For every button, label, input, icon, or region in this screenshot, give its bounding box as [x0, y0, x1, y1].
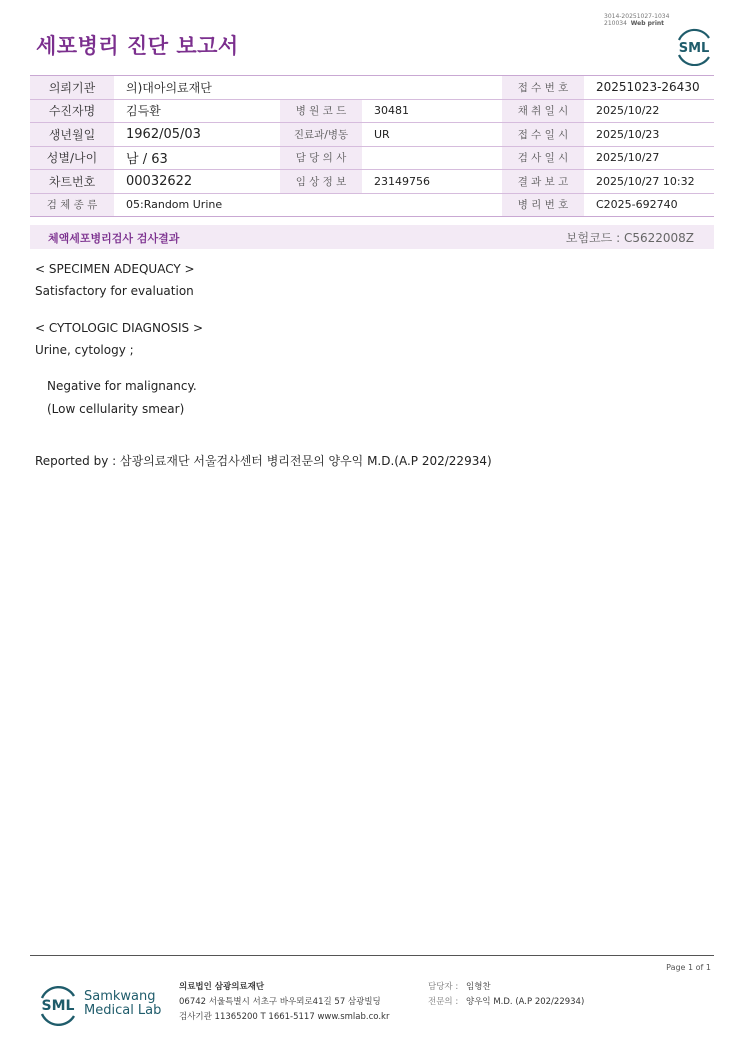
specialist-name: 양우익 M.D. (A.P 202/22934)	[466, 997, 585, 1007]
label-receipt-date: 접 수 일 시	[502, 123, 584, 147]
label-chart-no: 차트번호	[30, 170, 114, 194]
value-hospital-code: 30481	[362, 99, 502, 123]
patient-info-table	[30, 75, 714, 217]
diagnosis-line-1: Negative for malignancy.	[47, 379, 197, 393]
value-chart-no: 00032622	[114, 170, 280, 194]
label-clinical-info: 임 상 정 보	[280, 170, 362, 194]
web-print-label: Web print	[630, 20, 665, 27]
label-physician: 담 당 의 사	[280, 146, 362, 170]
diagnosis-heading: < CYTOLOGIC DIAGNOSIS >	[35, 321, 204, 335]
brand-name	[84, 990, 161, 1018]
label-pathology-no: 병 리 번 호	[502, 193, 584, 217]
value-collection-date: 2025/10/22	[584, 99, 714, 123]
staff-label: 담당자 :	[428, 982, 459, 992]
label-test-date: 검 사 일 시	[502, 146, 584, 170]
table-row	[30, 193, 714, 217]
value-accession-no: 20251023-26430	[584, 76, 714, 100]
insurance-code: 보험코드 : C5622008Z	[565, 231, 694, 245]
table-row	[30, 99, 714, 123]
brand-line-1: Samkwang	[84, 989, 156, 1004]
result-section-bar	[30, 225, 714, 249]
value-birth-date: 1962/05/03	[114, 123, 280, 147]
label-patient-name: 수진자명	[30, 99, 114, 123]
empty-cell	[280, 76, 362, 100]
value-sex-age: 남 / 63	[114, 146, 280, 170]
empty-cell	[280, 193, 362, 217]
value-specimen-type: 05:Random Urine	[114, 193, 280, 217]
value-report-date: 2025/10/27 10:32	[584, 170, 714, 194]
document-seq: 210034	[604, 20, 627, 27]
org-address: 06742 서울특별시 서초구 바우뫼로41길 57 삼광빌딩	[179, 997, 381, 1007]
label-accession-no: 접 수 번 호	[502, 76, 584, 100]
footer-org-info	[179, 980, 389, 1025]
specialist-label: 전문의 :	[428, 997, 459, 1007]
value-physician	[362, 146, 502, 170]
label-sex-age: 성별/나이	[30, 146, 114, 170]
value-pathology-no: C2025-692740	[584, 193, 714, 217]
adequacy-heading: < SPECIMEN ADEQUACY >	[35, 262, 195, 276]
org-contact: 검사기관 11365200 T 1661-5117 www.smlab.co.kr	[179, 1012, 390, 1022]
sml-logo-top	[673, 26, 715, 66]
org-name: 의료법인 삼광의료재단	[179, 982, 265, 992]
table-row	[30, 76, 714, 100]
label-hospital-code: 병 원 코 드	[280, 99, 362, 123]
value-clinical-info: 23149756	[362, 170, 502, 194]
footer-staff-info	[428, 980, 584, 1010]
brand-line-2: Medical Lab	[84, 1003, 162, 1018]
empty-cell	[362, 76, 502, 100]
value-department: UR	[362, 123, 502, 147]
page-number: Page 1 of 1	[666, 963, 711, 972]
sml-logo-bottom-text: SML	[41, 998, 75, 1014]
sml-logo-top-text: SML	[678, 41, 710, 56]
adequacy-text: Satisfactory for evaluation	[35, 284, 194, 298]
table-row	[30, 170, 714, 194]
report-title: 세포병리 진단 보고서	[36, 34, 239, 58]
label-department: 진료과/병동	[280, 123, 362, 147]
diagnosis-site: Urine, cytology ;	[35, 343, 134, 357]
empty-cell	[362, 193, 502, 217]
result-section-title: 체액세포병리검사 검사결과	[48, 232, 180, 245]
table-row	[30, 123, 714, 147]
value-receipt-date: 2025/10/23	[584, 123, 714, 147]
reported-by: Reported by : 삼광의료재단 서울검사센터 병리전문의 양우익 M.D.(A.P 202/22934)	[35, 454, 492, 468]
label-requester: 의뢰기관	[30, 76, 114, 100]
document-id-number: 3014-20251027-1034	[604, 13, 670, 20]
diagnosis-line-2: (Low cellularity smear)	[47, 402, 185, 416]
staff-name: 임형찬	[466, 982, 491, 992]
value-requester: 의)대아의료재단	[114, 76, 280, 100]
document-id	[604, 13, 669, 27]
label-collection-date: 채 취 일 시	[502, 99, 584, 123]
footer-divider	[30, 955, 714, 956]
value-patient-name: 김득환	[114, 99, 280, 123]
table-row	[30, 146, 714, 170]
value-test-date: 2025/10/27	[584, 146, 714, 170]
label-specimen-type: 검 체 종 류	[30, 193, 114, 217]
sml-logo-bottom	[36, 982, 80, 1026]
label-report-date: 결 과 보 고	[502, 170, 584, 194]
label-birth-date: 생년월일	[30, 123, 114, 147]
